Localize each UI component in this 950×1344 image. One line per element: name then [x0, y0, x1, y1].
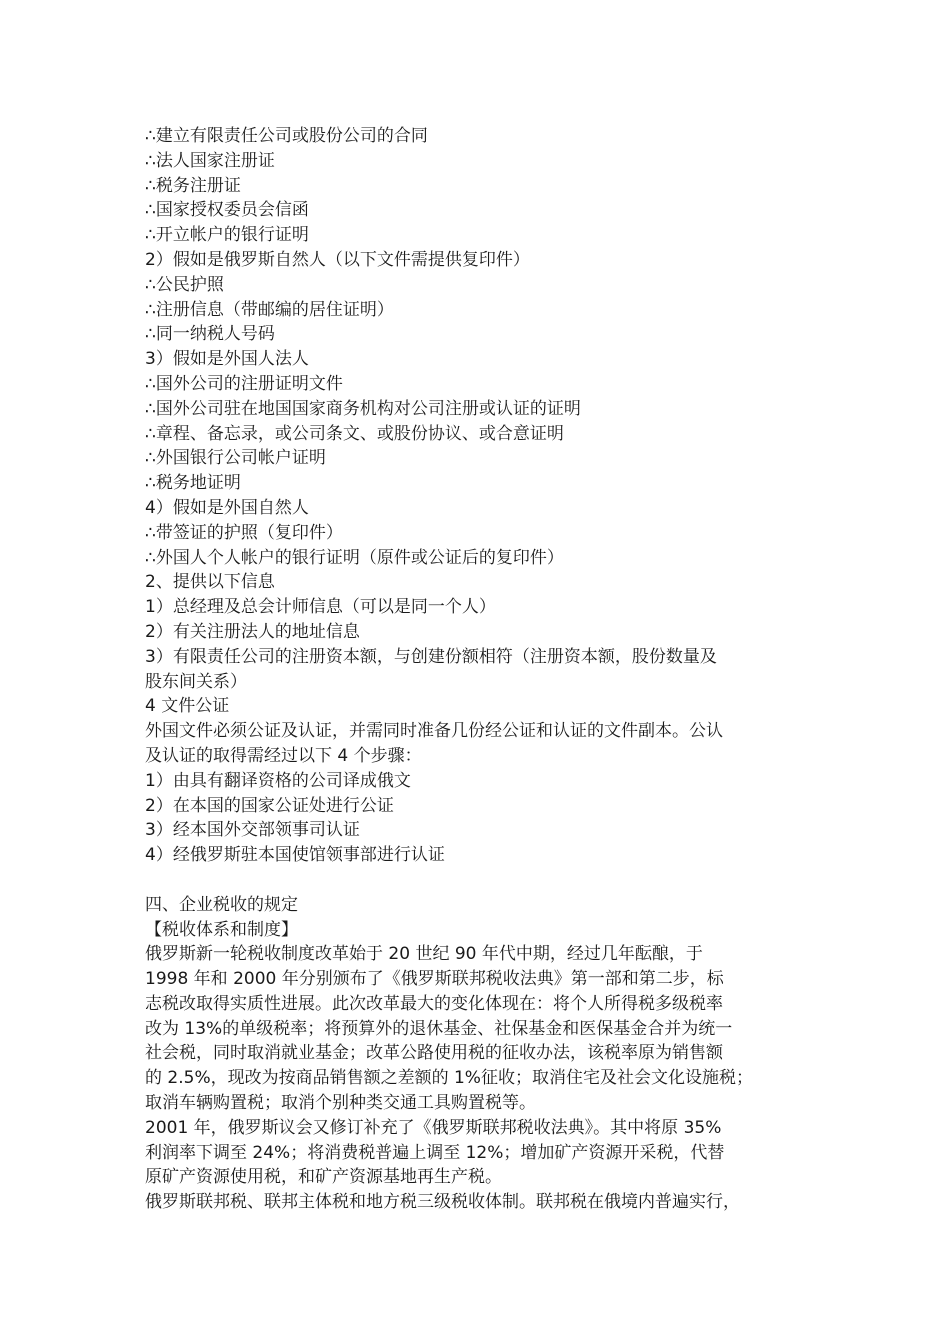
- list-item: 4）假如是外国自然人: [145, 497, 309, 518]
- list-item: ∴国外公司的注册证明文件: [145, 373, 343, 394]
- list-item: ∴注册信息（带邮编的居住证明）: [145, 299, 394, 320]
- list-item: ∴税务注册证: [145, 175, 241, 196]
- paragraph-line: 股东间关系）: [145, 671, 247, 692]
- paragraph-line: 取消车辆购置税；取消个别种类交通工具购置税等。: [145, 1093, 536, 1114]
- notary-steps-list: [145, 769, 820, 868]
- list-item: ∴建立有限责任公司或股份公司的合同: [145, 126, 428, 146]
- list-item: ∴章程、备忘录，或公司条文、或股份协议、或合意证明: [145, 423, 564, 444]
- section-heading: 四、企业税收的规定: [145, 894, 298, 915]
- tax-levels-paragraph: [145, 1190, 820, 1215]
- list-item: ∴外国人个人帐户的银行证明（原件或公证后的复印件）: [145, 547, 564, 568]
- paragraph-line: 2001 年，俄罗斯议会又修订补充了《俄罗斯联邦税收法典》。其中将原 35%: [145, 1117, 722, 1138]
- list-item: 4）经俄罗斯驻本国使馆领事部进行认证: [145, 845, 445, 866]
- list-item: 3）经本国外交部领事司认证: [145, 820, 360, 841]
- registered-capital-paragraph: [145, 645, 820, 695]
- list-item: 1）总经理及总会计师信息（可以是同一个人）: [145, 597, 496, 618]
- paragraph-line: 1998 年和 2000 年分别颁布了《俄罗斯联邦税收法典》第一部和第二步，标: [145, 969, 724, 990]
- list-item: 2）假如是俄罗斯自然人（以下文件需提供复印件）: [145, 249, 530, 270]
- list-item: 3）假如是外国人法人: [145, 349, 309, 370]
- list-item: ∴外国银行公司帐户证明: [145, 448, 326, 469]
- blank-line: [145, 868, 820, 893]
- paragraph-line: 及认证的取得需经过以下 4 个步骤：: [145, 745, 422, 766]
- required-documents-list: [145, 124, 820, 645]
- list-item: ∴税务地证明: [145, 473, 241, 494]
- list-item: ∴国外公司驻在地国国家商务机构对公司注册或认证的证明: [145, 398, 581, 419]
- subsection-heading: 【税收体系和制度】: [145, 919, 298, 940]
- list-item: ∴公民护照: [145, 274, 224, 295]
- list-item: ∴带签证的护照（复印件）: [145, 522, 343, 543]
- list-item: 2、提供以下信息: [145, 572, 275, 593]
- list-item: ∴法人国家注册证: [145, 150, 275, 171]
- paragraph-line: 3）有限责任公司的注册资本额，与创建份额相符（注册资本额，股份数量及: [145, 646, 717, 667]
- list-item: ∴同一纳税人号码: [145, 324, 275, 345]
- document-body: [145, 124, 820, 1215]
- paragraph-line: 改为 13%的单级税率；将预算外的退休基金、社保基金和医保基金合并为统一: [145, 1018, 733, 1039]
- notary-heading: 4 文件公证: [145, 696, 230, 717]
- tax-code-2001-paragraph: [145, 1116, 820, 1190]
- paragraph-line: 外国文件必须公证及认证，并需同时准备几份经公证和认证的文件副本。公认: [145, 721, 723, 742]
- list-item: 2）在本国的国家公证处进行公证: [145, 795, 394, 816]
- paragraph-line: 的 2.5%，现改为按商品销售额之差额的 1%征收；取消住宅及社会文化设施税；: [145, 1068, 753, 1089]
- tax-reform-paragraph: [145, 942, 820, 1116]
- paragraph-line: 原矿产资源使用税，和矿产资源基地再生产税。: [145, 1167, 502, 1188]
- paragraph-line: 志税改取得实质性进展。此次改革最大的变化体现在：将个人所得税多级税率: [145, 993, 723, 1014]
- paragraph-line: 社会税，同时取消就业基金；改革公路使用税的征收办法，该税率原为销售额: [145, 1043, 723, 1064]
- paragraph-line: 俄罗斯联邦税、联邦主体税和地方税三级税收体制。联邦税在俄境内普遍实行，: [145, 1192, 740, 1213]
- list-item: ∴开立帐户的银行证明: [145, 225, 309, 246]
- paragraph-line: 俄罗斯新一轮税收制度改革始于 20 世纪 90 年代中期，经过几年酝酿，于: [145, 944, 703, 965]
- list-item: 1）由具有翻译资格的公司译成俄文: [145, 770, 411, 791]
- paragraph-line: 利润率下调至 24%；将消费税普遍上调至 12%；增加矿产资源开采税，代替: [145, 1142, 725, 1163]
- notary-paragraph: [145, 719, 820, 769]
- list-item: 2）有关注册法人的地址信息: [145, 621, 360, 642]
- list-item: ∴国家授权委员会信函: [145, 200, 309, 221]
